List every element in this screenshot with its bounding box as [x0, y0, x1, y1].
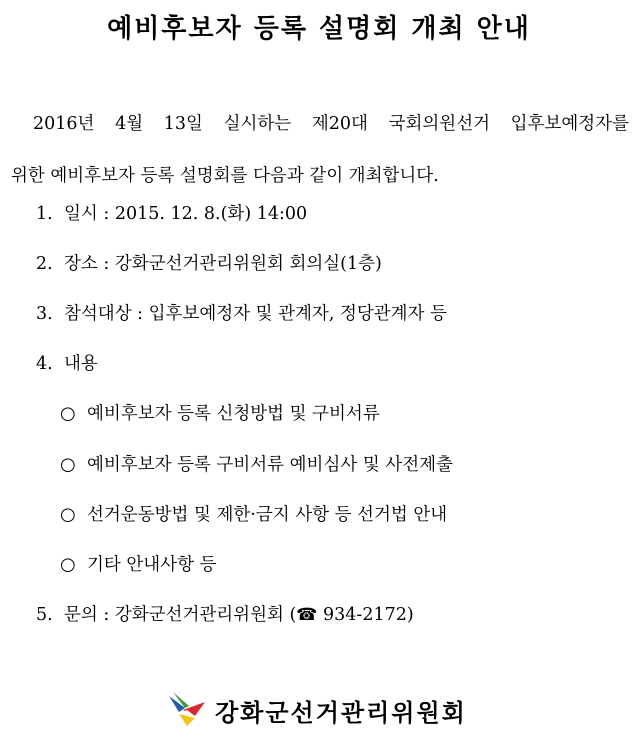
list-item-inquiry — [36, 601, 414, 626]
document-title: 예비후보자 등록 설명회 개최 안내 — [107, 14, 531, 44]
phone-number: 934-2172) — [317, 605, 414, 625]
intro-line-1: 2016년 4월 13일 실시하는 제20대 국회의원선거 입후보예정자를 — [33, 114, 629, 134]
phone-icon: ☎ — [296, 605, 318, 625]
list-number: 3. — [36, 304, 53, 324]
list-item-contents — [36, 350, 98, 375]
circle-bullet-icon: ○ — [60, 454, 76, 475]
list-text: 내용 — [64, 354, 98, 374]
election-commission-logo-icon — [165, 690, 209, 730]
list-text: 장소 : 강화군선거관리위원회 회의실(1층) — [64, 254, 382, 274]
list-item-datetime — [36, 200, 307, 225]
organization-name: 강화군선거관리위원회 — [215, 697, 467, 727]
list-number: 2. — [36, 254, 53, 274]
list-text: 일시 : 2015. 12. 8.(화) 14:00 — [64, 204, 308, 224]
intro-paragraph — [11, 98, 629, 202]
sub-item-text: 예비후보자 등록 신청방법 및 구비서류 — [87, 404, 380, 424]
sub-item — [60, 451, 453, 476]
list-item-attendees — [36, 300, 447, 325]
sub-item-text: 선거운동방법 및 제한·금지 사항 등 선거법 안내 — [87, 505, 448, 525]
sub-item-text: 예비후보자 등록 구비서류 예비심사 및 사전제출 — [87, 455, 453, 475]
list-item-location — [36, 250, 382, 275]
intro-line-2: 위한 예비후보자 등록 설명회를 다음과 같이 개최합니다. — [11, 166, 439, 186]
footer — [165, 688, 467, 732]
list-number: 4. — [36, 354, 53, 374]
inquiry-label: 문의 : 강화군선거관리위원회 ( — [64, 605, 297, 625]
circle-bullet-icon: ○ — [60, 403, 76, 424]
circle-bullet-icon: ○ — [60, 554, 76, 575]
list-number: 1. — [36, 204, 53, 224]
list-text: 참석대상 : 입후보예정자 및 관계자, 정당관계자 등 — [64, 304, 447, 324]
circle-bullet-icon: ○ — [60, 504, 76, 525]
sub-item — [60, 400, 380, 425]
sub-item — [60, 551, 216, 576]
sub-item — [60, 501, 447, 526]
list-number: 5. — [36, 605, 53, 625]
sub-item-text: 기타 안내사항 등 — [87, 555, 217, 575]
